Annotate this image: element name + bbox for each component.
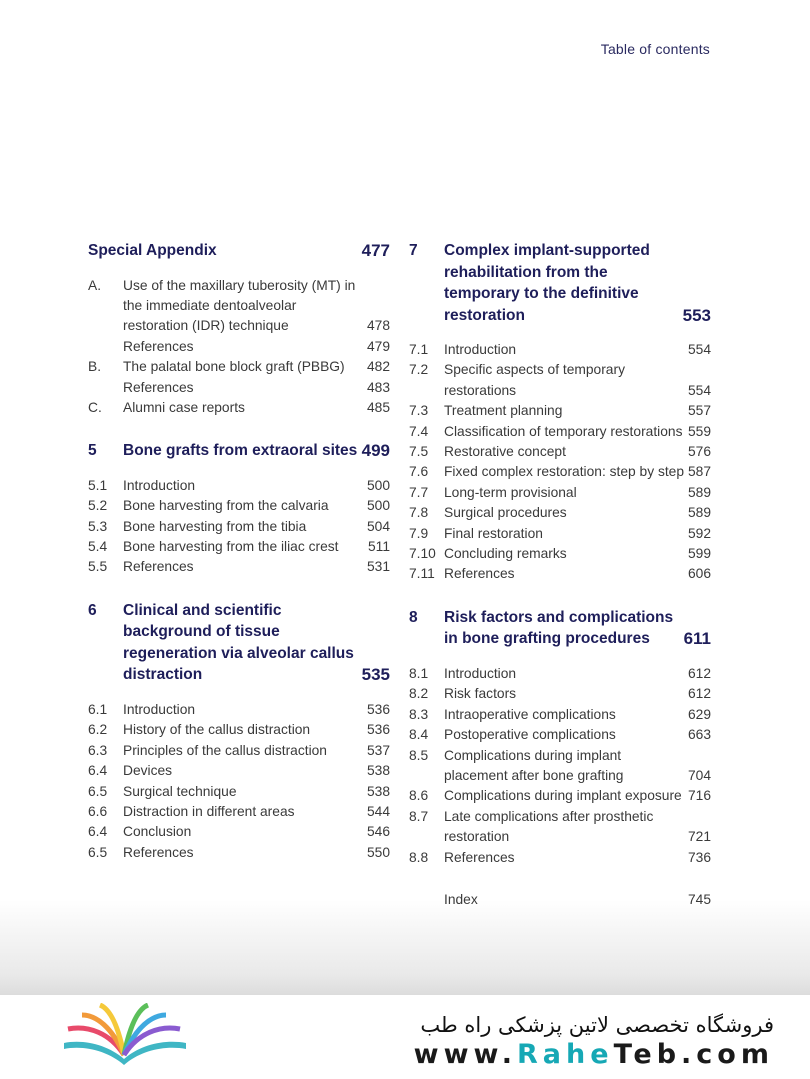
entry-title: Risk factors xyxy=(444,686,517,702)
url-brand-rahe: Rahe xyxy=(517,1039,614,1070)
section-page: 611 xyxy=(683,629,711,649)
entry-title: Specific aspects of temporary restorations xyxy=(444,362,625,398)
entry-page: 612 xyxy=(687,665,711,681)
entry-title: Treatment planning xyxy=(444,403,563,419)
entry-number: 8.2 xyxy=(409,686,429,702)
url-prefix: www. xyxy=(413,1039,518,1070)
entry-number: 8.3 xyxy=(409,706,429,722)
entry-page: 557 xyxy=(687,403,711,419)
toc-entry xyxy=(88,720,390,740)
entry-number: 8.4 xyxy=(409,727,429,743)
toc-entry xyxy=(409,848,711,868)
toc-entry xyxy=(88,822,390,842)
entry-page: 587 xyxy=(687,464,711,480)
entry-number: 8.5 xyxy=(409,747,429,763)
section-title: Special Appendix xyxy=(88,242,217,259)
section-page: 535 xyxy=(361,665,390,685)
shop-url xyxy=(414,1039,774,1070)
entry-title: Bone harvesting from the tibia xyxy=(123,518,307,534)
toc-entry xyxy=(409,340,711,360)
toc-entry xyxy=(409,807,711,848)
entry-page: 500 xyxy=(366,477,390,493)
entry-title: Alumni case reports xyxy=(123,399,245,415)
entry-title: Concluding remarks xyxy=(444,546,567,562)
toc-entry xyxy=(409,725,711,745)
entry-number: 6.5 xyxy=(88,844,108,860)
index-entry xyxy=(409,890,711,910)
toc-section xyxy=(88,440,390,578)
entry-title: Introduction xyxy=(444,342,517,357)
entry-title: Classification of temporary restorations xyxy=(444,423,683,439)
toc-entry xyxy=(409,524,711,544)
entry-title: The palatal bone block graft (PBBG) xyxy=(123,359,345,375)
entry-number: 5.1 xyxy=(88,477,108,493)
entry-title: Surgical procedures xyxy=(444,505,567,521)
section-heading xyxy=(88,440,390,462)
entry-list xyxy=(88,476,390,578)
toc-entry xyxy=(88,741,390,761)
entry-page: 537 xyxy=(366,742,390,758)
entry-list xyxy=(88,700,390,863)
entry-title: Restorative concept xyxy=(444,444,566,460)
entry-number: 8.8 xyxy=(409,849,429,865)
toc-entry xyxy=(409,664,711,684)
entry-title: Intraoperative complications xyxy=(444,706,616,722)
entry-page: 612 xyxy=(687,686,711,702)
entry-page: 478 xyxy=(366,318,390,334)
shop-title: فروشگاه تخصصی لاتین پزشکی راه طب xyxy=(420,1013,774,1037)
entry-title: Use of the maxillary tuberosity (MT) in the immediate dentoalveolar restoration (IDR) technique xyxy=(123,277,356,334)
toc-entry xyxy=(88,761,390,781)
entry-number: 6.4 xyxy=(88,824,108,840)
entry-title: Final restoration xyxy=(444,525,543,541)
toc-entry xyxy=(409,483,711,503)
section-title: Clinical and scientific background of tissue regeneration via alveolar callus distraction xyxy=(123,601,354,684)
section-number: 5 xyxy=(88,442,97,460)
entry-number: 5.4 xyxy=(88,539,108,555)
entry-title: Surgical technique xyxy=(123,783,237,799)
toc-entry xyxy=(409,503,711,523)
entry-number: 5.3 xyxy=(88,518,108,534)
entry-number: 6.5 xyxy=(88,783,108,799)
entry-page: 544 xyxy=(366,803,390,819)
entry-page: 538 xyxy=(366,783,390,799)
entry-title: Bone harvesting from the iliac crest xyxy=(123,539,339,555)
entry-page: 736 xyxy=(687,849,711,865)
entry-page: 500 xyxy=(366,498,390,514)
entry-page: 482 xyxy=(366,359,390,375)
toc-entry xyxy=(409,544,711,564)
entry-page: 536 xyxy=(366,722,390,738)
toc-entry xyxy=(88,843,390,863)
section-heading xyxy=(409,607,711,650)
entry-page: 599 xyxy=(687,546,711,562)
section-number: 6 xyxy=(88,601,97,619)
toc-entry xyxy=(88,476,390,496)
entry-number: 7.9 xyxy=(409,525,429,541)
entry-page: 716 xyxy=(687,788,711,804)
entry-page: 479 xyxy=(366,338,390,354)
toc-entry xyxy=(409,705,711,725)
toc-entry xyxy=(409,462,711,482)
entry-title: References xyxy=(444,566,515,582)
entry-page: 589 xyxy=(687,484,711,500)
section-number: 8 xyxy=(409,608,418,626)
entry-number: 6.1 xyxy=(88,701,108,717)
toc-entry xyxy=(409,401,711,421)
entry-page: 504 xyxy=(366,518,390,534)
toc-entry xyxy=(409,360,711,401)
entry-page: 511 xyxy=(368,539,390,555)
entry-title: Complications during implant placement after bone grafting xyxy=(444,747,624,783)
toc-entry xyxy=(88,398,390,418)
entry-title: Conclusion xyxy=(123,824,192,840)
entry-number: 8.1 xyxy=(409,665,429,681)
section-page: 477 xyxy=(361,241,390,260)
open-book-logo-icon xyxy=(60,1003,190,1074)
entry-number: 8.7 xyxy=(409,808,429,824)
section-title: Complex implant-supported rehabilitation from the temporary to the definitive restoration xyxy=(444,242,650,324)
toc-entry xyxy=(88,557,390,577)
entry-page: 550 xyxy=(366,844,390,860)
toc-section xyxy=(409,240,711,585)
entry-title: Fixed complex restoration: step by step xyxy=(444,464,685,480)
entry-number: 7.11 xyxy=(409,566,435,582)
entry-page: 536 xyxy=(366,701,390,717)
toc-entry xyxy=(88,378,390,398)
section-number: 7 xyxy=(409,242,418,259)
index-page: 745 xyxy=(687,891,711,907)
toc-entry xyxy=(88,802,390,822)
section-page: 499 xyxy=(361,441,390,461)
entry-page: 704 xyxy=(687,767,711,783)
entry-title: References xyxy=(123,559,194,575)
entry-page: 606 xyxy=(687,566,711,582)
toc-entry xyxy=(88,337,390,357)
entry-number: 7.5 xyxy=(409,444,429,460)
entry-number: 7.2 xyxy=(409,362,429,378)
entry-title: References xyxy=(123,379,194,395)
entry-title: Postoperative complications xyxy=(444,727,616,743)
entry-page: 592 xyxy=(687,525,711,541)
toc-entry xyxy=(409,442,711,462)
entry-title: Introduction xyxy=(123,701,196,717)
section-title: Risk factors and complications in bone grafting procedures xyxy=(444,608,674,648)
toc-entry xyxy=(88,357,390,377)
toc-entry xyxy=(88,496,390,516)
entry-page: 485 xyxy=(366,399,390,415)
entry-page: 538 xyxy=(366,763,390,779)
entry-page: 554 xyxy=(687,342,711,357)
toc-entry xyxy=(88,276,390,337)
entry-number: 8.6 xyxy=(409,788,429,804)
entry-number: 7.6 xyxy=(409,464,429,480)
entry-page: 589 xyxy=(687,505,711,521)
entry-number: 5.5 xyxy=(88,559,108,575)
entry-title: Introduction xyxy=(123,477,196,493)
entry-page: 483 xyxy=(366,379,390,395)
entry-number: 6.4 xyxy=(88,763,108,779)
toc-entry xyxy=(409,786,711,806)
toc-entry xyxy=(409,746,711,787)
entry-page: 559 xyxy=(687,423,711,439)
entry-number: 6.6 xyxy=(88,803,108,819)
toc-entry xyxy=(88,517,390,537)
index-title: Index xyxy=(444,891,478,907)
toc-entry xyxy=(409,564,711,584)
toc-right-column xyxy=(409,240,711,910)
toc-section xyxy=(409,607,711,868)
entry-number: A. xyxy=(88,277,102,293)
entry-page: 629 xyxy=(687,706,711,722)
entry-title: References xyxy=(123,844,194,860)
section-heading xyxy=(409,240,711,326)
entry-number: 7.1 xyxy=(409,342,429,357)
watermark-footer xyxy=(0,995,810,1079)
url-suffix: .com xyxy=(681,1039,774,1070)
section-heading xyxy=(88,240,390,262)
url-brand-teb: Teb xyxy=(613,1039,682,1070)
entry-number: 6.3 xyxy=(88,742,108,758)
entry-number: 5.2 xyxy=(88,498,108,514)
entry-page: 554 xyxy=(687,382,711,398)
entry-number: 7.3 xyxy=(409,403,429,419)
entry-page: 663 xyxy=(687,727,711,743)
entry-title: References xyxy=(444,849,515,865)
section-title: Bone grafts from extraoral sites xyxy=(123,442,358,460)
entry-number: 7.10 xyxy=(409,546,436,562)
entry-title: Introduction xyxy=(444,665,517,681)
entry-title: Distraction in different areas xyxy=(123,803,295,819)
entry-list xyxy=(409,664,711,868)
section-heading xyxy=(88,600,390,686)
entry-page: 721 xyxy=(687,829,711,845)
entry-page: 546 xyxy=(366,824,390,840)
entry-title: Late complications after prosthetic restoration xyxy=(444,808,654,845)
toc-section xyxy=(88,240,390,418)
entry-page: 531 xyxy=(366,559,390,575)
running-head: Table of contents xyxy=(600,41,710,57)
entry-title: Principles of the callus distraction xyxy=(123,742,327,758)
toc-entry xyxy=(88,700,390,720)
toc-section xyxy=(88,600,390,863)
toc-entry xyxy=(88,537,390,557)
entry-page: 576 xyxy=(687,444,711,460)
entry-number: 7.8 xyxy=(409,505,429,521)
entry-list xyxy=(409,340,711,585)
entry-number: 7.7 xyxy=(409,484,429,500)
toc-entry xyxy=(409,422,711,442)
entry-number: C. xyxy=(88,399,102,415)
entry-number: 7.4 xyxy=(409,423,429,439)
entry-title: Bone harvesting from the calvaria xyxy=(123,498,329,514)
entry-title: Long-term provisional xyxy=(444,484,577,500)
entry-number: B. xyxy=(88,359,102,375)
toc-entry xyxy=(88,782,390,802)
section-page: 553 xyxy=(682,305,711,325)
entry-number: 6.2 xyxy=(88,722,108,738)
toc-left-column xyxy=(88,240,390,885)
entry-title: References xyxy=(123,338,194,354)
entry-title: Complications during implant exposure xyxy=(444,788,682,804)
entry-list xyxy=(88,276,390,419)
entry-title: Devices xyxy=(123,763,173,779)
toc-entry xyxy=(409,684,711,704)
entry-title: History of the callus distraction xyxy=(123,722,311,738)
